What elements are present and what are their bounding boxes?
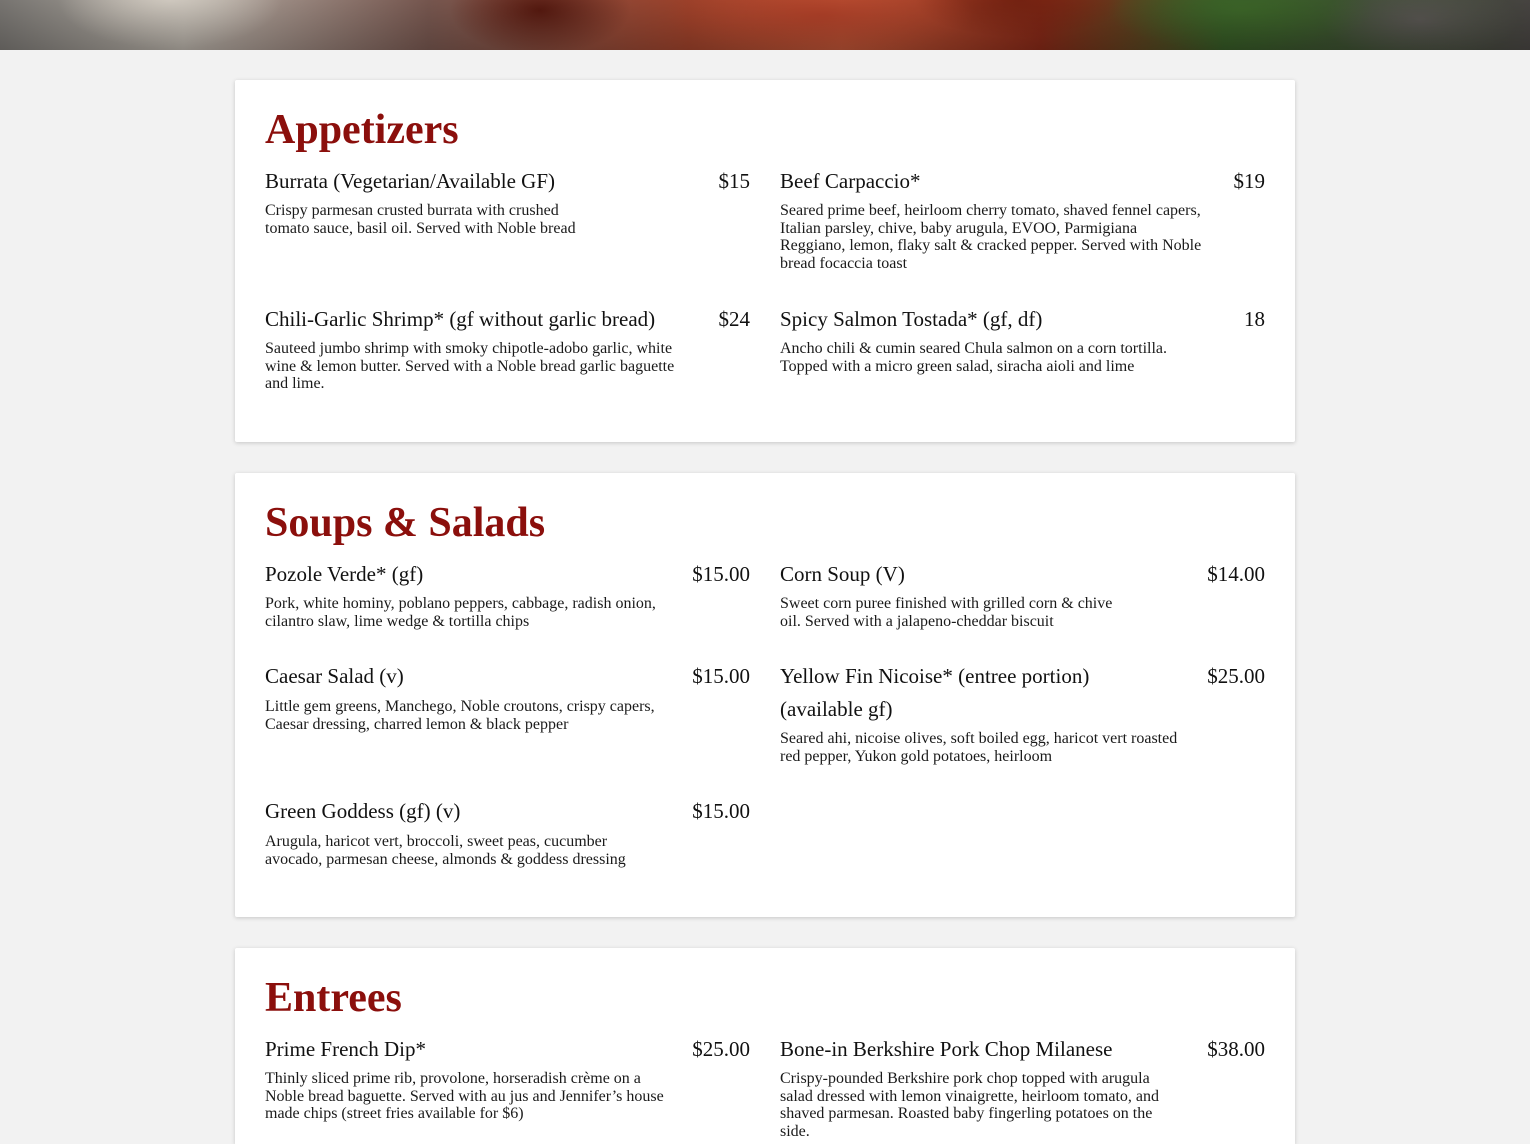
menu-item-name: Chili-Garlic Shrimp* (gf without garlic bread) — [265, 307, 656, 331]
menu-item-description: Arugula, haricot vert, broccoli, sweet peas, cucumber avocado, parmesan cheese, almonds & goddess dressing — [265, 833, 626, 868]
menu-item-name: Yellow Fin Nicoise* (entree portion)(available gf) — [780, 664, 1090, 721]
menu-item-price: $25.00 — [1207, 664, 1265, 688]
section-title: Appetizers — [265, 107, 459, 153]
menu-item-description: Sauteed jumbo shrimp with smoky chipotle-adobo garlic, white wine & lemon butter. Served with a Noble bread garlic baguette and lime. — [265, 340, 675, 392]
menu-item-description: Pork, white hominy, poblano peppers, cabbage, radish onion, cilantro slaw, lime wedge & tortilla chips — [265, 595, 656, 630]
menu-section-entrees — [235, 948, 1295, 1144]
hero-image-shade — [0, 0, 1530, 50]
menu-item-price: $15 — [718, 169, 750, 193]
menu-item-name: Burrata (Vegetarian/Available GF) — [265, 169, 555, 193]
menu-item-price: $14.00 — [1207, 562, 1265, 586]
menu-item-price: 18 — [1244, 307, 1265, 331]
menu-item-description: Little gem greens, Manchego, Noble croutons, crispy capers, Caesar dressing, charred lemon & black pepper — [265, 698, 655, 733]
menu-item-name: Prime French Dip* — [265, 1037, 426, 1061]
menu-item-description: Sweet corn puree finished with grilled corn & chive oil. Served with a jalapeno-cheddar biscuit — [780, 595, 1113, 630]
menu-item-description: Crispy parmesan crusted burrata with crushed tomato sauce, basil oil. Served with Noble bread — [265, 202, 576, 237]
menu-item-name: Corn Soup (V) — [780, 562, 905, 586]
section-title: Entrees — [265, 975, 402, 1021]
menu-item-name: Green Goddess (gf) (v) — [265, 799, 461, 823]
menu-item-price: $15.00 — [692, 562, 750, 586]
hero-food-image — [0, 0, 1530, 50]
menu-section-soups-salads — [235, 473, 1295, 917]
menu-item-description: Seared ahi, nicoise olives, soft boiled egg, haricot vert roasted red pepper, Yukon gold potatoes, heirloom — [780, 730, 1178, 765]
menu-item-price: $15.00 — [692, 664, 750, 688]
menu-item-description: Crispy-pounded Berkshire pork chop topped with arugula salad dressed with lemon vinaigrette, heirloom tomato, and shaved parmesan. Roasted baby fingerling potatoes on the side. — [780, 1070, 1160, 1140]
menu-item-price: $38.00 — [1207, 1037, 1265, 1061]
menu-item-price: $25.00 — [692, 1037, 750, 1061]
section-title: Soups & Salads — [265, 500, 546, 546]
menu-section-appetizers — [235, 80, 1295, 442]
menu-item-description: Seared prime beef, heirloom cherry tomato, shaved fennel capers, Italian parsley, chive, baby arugula, EVOO, Parmigiana Reggiano, lemon, flaky salt & cracked pepper. Served with Noble bread focaccia toast — [780, 202, 1202, 272]
menu-item-name: Caesar Salad (v) — [265, 664, 404, 688]
menu-item-price: $19 — [1233, 169, 1265, 193]
menu-item-name: Pozole Verde* (gf) — [265, 562, 424, 586]
menu-item-name: Beef Carpaccio* — [780, 169, 921, 193]
menu-item-price: $15.00 — [692, 799, 750, 823]
menu-item-name: Bone-in Berkshire Pork Chop Milanese — [780, 1037, 1113, 1061]
menu-item-description: Thinly sliced prime rib, provolone, horseradish crème on a Noble bread baguette. Served with au jus and Jennifer’s house made chips (street fries available for $6) — [265, 1070, 664, 1122]
menu-item-price: $24 — [718, 307, 750, 331]
menu-item-name: Spicy Salmon Tostada* (gf, df) — [780, 307, 1043, 331]
menu-item-description: Ancho chili & cumin seared Chula salmon on a corn tortilla. Topped with a micro green salad, siracha aioli and lime — [780, 340, 1168, 375]
